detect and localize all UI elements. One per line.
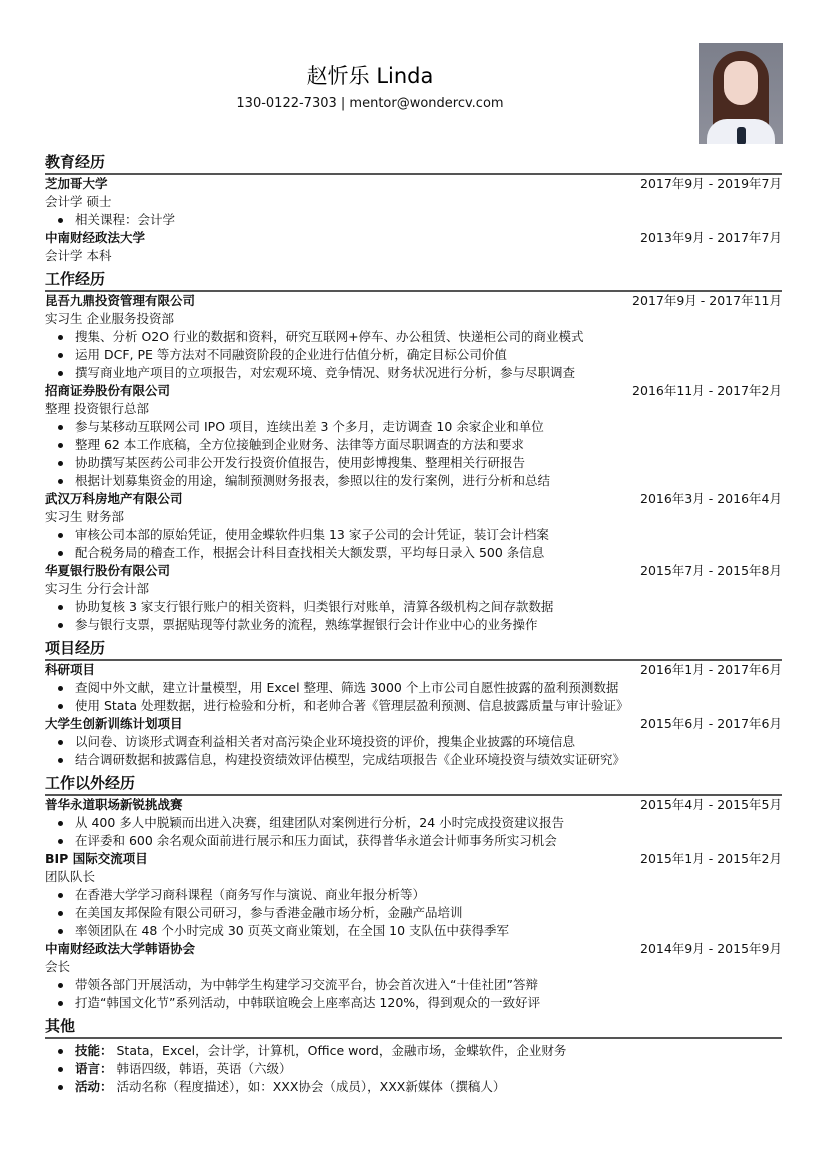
activity-name: BIP 国际交流项目 [45, 851, 148, 866]
degree: 会计学 本科 [45, 248, 112, 263]
entry-date: 2017年9月 - 2017年11月 [632, 293, 782, 308]
entry-date: 2015年1月 - 2015年2月 [640, 851, 782, 866]
skills-text: Stata，Excel，会计学，计算机，Office word，金融市场，金蝶软件，企业财务 [112, 1043, 567, 1058]
company-name: 招商证券股份有限公司 [45, 383, 171, 398]
activity-name: 中南财经政法大学韩语协会 [45, 941, 196, 956]
entry-date: 2017年9月 - 2019年7月 [640, 176, 782, 191]
school-name: 芝加哥大学 [45, 176, 108, 191]
entry-date: 2016年3月 - 2016年4月 [640, 491, 782, 506]
bullet-item: 在评委和 600 余名观众面前进行展示和压力面试，获得普华永道会计师事务所实习机会 [55, 832, 782, 850]
resume-content [45, 148, 782, 1096]
activities-text: 活动名称（程度描述），如：XXX协会（成员），XXX新媒体（撰稿人） [112, 1079, 506, 1094]
bullet-item: 在香港大学学习商科课程（商务写作与演说、商业年报分析等） [55, 886, 782, 904]
bullet-item: 从 400 多人中脱颖而出进入决赛，组建团队对案例进行分析，24 小时完成投资建议报告 [55, 814, 782, 832]
bullet-item: 相关课程：会计学 [55, 211, 782, 229]
bullet-item: 率领团队在 48 个小时完成 30 页英文商业策划，在全国 10 支队伍中获得季军 [55, 922, 782, 940]
bullet-item: 运用 DCF, PE 等方法对不同融资阶段的企业进行估值分析，确定目标公司价值 [55, 346, 782, 364]
section-education [45, 152, 782, 265]
bullet-item: 整理 62 本工作底稿，全方位接触到企业财务、法律等方面尽职调查的方法和要求 [55, 436, 782, 454]
section-title-projects: 项目经历 [45, 638, 782, 661]
entry-date: 2015年6月 - 2017年6月 [640, 716, 782, 731]
contact-info: 130-0122-7303 | mentor@wondercv.com [236, 96, 504, 111]
bullet-item: 配合税务局的稽查工作，根据会计科目查找相关大额发票，平均每日录入 500 条信息 [55, 544, 782, 562]
job-role: 实习生 企业服务投资部 [45, 311, 174, 326]
school-name: 中南财经政法大学 [45, 230, 146, 245]
entry-date: 2014年9月 - 2015年9月 [640, 941, 782, 956]
entry-date: 2016年11月 - 2017年2月 [632, 383, 782, 398]
activity-name: 普华永道职场新锐挑战赛 [45, 797, 183, 812]
bullet-item: 使用 Stata 处理数据，进行检验和分析，和老帅合著《管理层盈利预测、信息披露质量与审计验证》 [55, 697, 782, 715]
section-title-education: 教育经历 [45, 152, 782, 175]
work-entry [45, 382, 782, 490]
profile-photo [699, 43, 783, 144]
bullet-item: 参与银行支票，票据贴现等付款业务的流程，熟练掌握银行会计作业中心的业务操作 [55, 616, 782, 634]
photo-face [724, 61, 758, 105]
skills-item [55, 1042, 782, 1060]
bullet-item: 审核公司本部的原始凭证，使用金蝶软件归集 13 家子公司的会计凭证，装订会计档案 [55, 526, 782, 544]
entry-date: 2016年1月 - 2017年6月 [640, 662, 782, 677]
work-entry [45, 490, 782, 562]
candidate-name: 赵忻乐 Linda [306, 64, 434, 88]
activity-entry [45, 850, 782, 940]
entry-date: 2013年9月 - 2017年7月 [640, 230, 782, 245]
project-name: 大学生创新训练计划项目 [45, 716, 183, 731]
bullet-item: 以问卷、访谈形式调查利益相关者对高污染企业环境投资的评价，搜集企业披露的环境信息 [55, 733, 782, 751]
section-other [45, 1016, 782, 1096]
degree: 会计学 硕士 [45, 194, 112, 209]
entry-date: 2015年4月 - 2015年5月 [640, 797, 782, 812]
activity-role: 团队队长 [45, 869, 96, 884]
bullet-item: 在美国友邦保险有限公司研习，参与香港金融市场分析，金融产品培训 [55, 904, 782, 922]
languages-label: 语言： [75, 1061, 113, 1076]
bullet-item: 打造“韩国文化节”系列活动，中韩联谊晚会上座率高达 120%，得到观众的一致好评 [55, 994, 782, 1012]
project-entry [45, 661, 782, 715]
bullet-item: 参与某移动互联网公司 IPO 项目，连续出差 3 个多月，走访调查 10 余家企业和单位 [55, 418, 782, 436]
section-title-work: 工作经历 [45, 269, 782, 292]
bullet-item: 根据计划募集资金的用途，编制预测财务报表，参照以往的发行案例，进行分析和总结 [55, 472, 782, 490]
bullet-item: 撰写商业地产项目的立项报告，对宏观环境、竞争情况、财务状况进行分析，参与尽职调查 [55, 364, 782, 382]
bullet-item: 带领各部门开展活动，为中韩学生构建学习交流平台，协会首次进入“十佳社团”答辩 [55, 976, 782, 994]
languages-text: 韩语四级，韩语，英语（六级） [112, 1061, 292, 1076]
photo-tie [737, 127, 746, 144]
entry-date: 2015年7月 - 2015年8月 [640, 563, 782, 578]
activity-entry [45, 796, 782, 850]
company-name: 昆吾九鼎投资管理有限公司 [45, 293, 196, 308]
skills-label: 技能： [75, 1043, 113, 1058]
section-work [45, 269, 782, 634]
bullet-item: 结合调研数据和披露信息，构建投资绩效评估模型，完成结项报告《企业环境投资与绩效实证研究》 [55, 751, 782, 769]
education-entry [45, 175, 782, 229]
activity-entry [45, 940, 782, 1012]
bullet-item: 查阅中外文献，建立计量模型，用 Excel 整理、筛选 3000 个上市公司自愿性披露的盈利预测数据 [55, 679, 782, 697]
section-title-extracurricular: 工作以外经历 [45, 773, 782, 796]
languages-item [55, 1060, 782, 1078]
activities-label: 活动： [75, 1079, 113, 1094]
job-role: 实习生 分行会计部 [45, 581, 149, 596]
project-name: 科研项目 [45, 662, 96, 677]
company-name: 华夏银行股份有限公司 [45, 563, 171, 578]
bullet-item: 协助复核 3 家支行银行账户的相关资料，归类银行对账单，清算各级机构之间存款数据 [55, 598, 782, 616]
company-name: 武汉万科房地产有限公司 [45, 491, 183, 506]
activities-item [55, 1078, 782, 1096]
job-role: 实习生 财务部 [45, 509, 124, 524]
bullet-item: 搜集、分析 O2O 行业的数据和资料，研究互联网+停车、办公租赁、快递柜公司的商业模式 [55, 328, 782, 346]
section-title-other: 其他 [45, 1016, 782, 1039]
project-entry [45, 715, 782, 769]
job-role: 整理 投资银行总部 [45, 401, 149, 416]
bullet-item: 协助撰写某医药公司非公开发行投资价值报告，使用彭博搜集、整理相关行研报告 [55, 454, 782, 472]
education-entry [45, 229, 782, 265]
work-entry [45, 562, 782, 634]
work-entry [45, 292, 782, 382]
section-extracurricular [45, 773, 782, 1012]
activity-role: 会长 [45, 959, 71, 974]
resume-header [45, 60, 695, 114]
section-projects [45, 638, 782, 769]
